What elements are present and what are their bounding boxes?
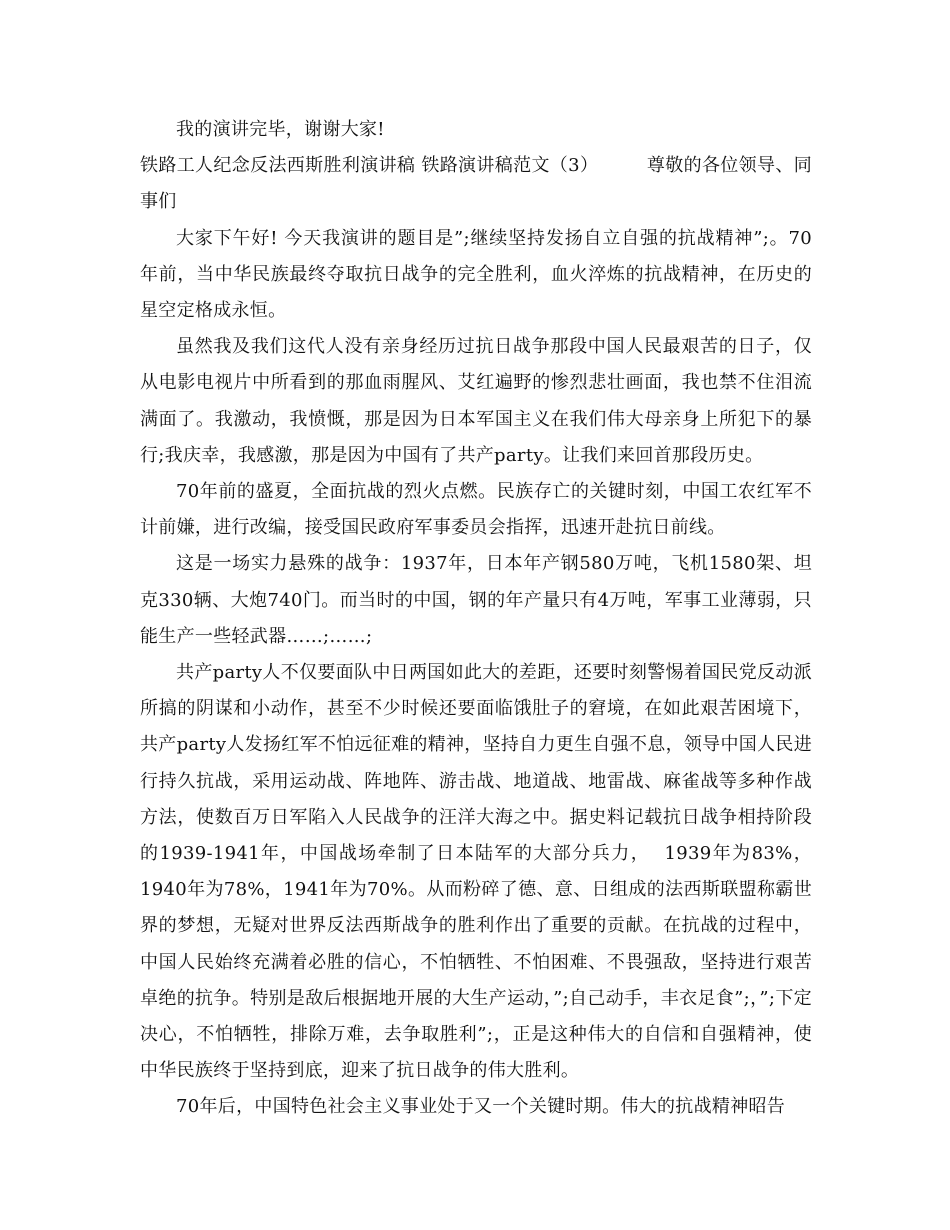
body-paragraph: 大家下午好! 今天我演讲的题目是”;继续坚持发扬自立自强的抗战精神”;。70年前，当中华民族最终夺取抗日战争的完全胜利，血火淬炼的抗战精神，在历史的星空定格成永恒。	[140, 227, 812, 322]
body-paragraph: 70年后，中国特色社会主义事业处于又一个关键时期。伟大的抗战精神昭告	[176, 1096, 786, 1118]
body-paragraph: 70年前的盛夏，全面抗战的烈火点燃。民族存亡的关键时刻，中国工农红军不计前嫌，进行改编，接受国民政府军事委员会指挥，迅速开赴抗日前线。	[140, 481, 812, 539]
body-paragraph: 共产party人不仅要面队中日两国如此大的差距，还要时刻警惕着国民党反动派所搞的阴谋和小动作，甚至不少时候还要面临饿肚子的窘境，在如此艰苦困境下，共产party人发扬红军不怕远征难的精神，坚持自力更生自强不息，领导中国人民进行持久抗战，采用运动战、阵地阵、游击战、地道战、地雷战、麻雀战等多种作战方法，使数百万日军陷入人民战争的汪洋大海之中。据史料记载抗日战争相持阶段的1939-1941年，中国战场牵制了日本陆军的大部分兵力， 1939年为83%，1940年为78%，1941年为70%。从而粉碎了德、意、日组成的法西斯联盟称霸世界的梦想，无疑对世界反法西斯战争的胜利作出了重要的贡献。在抗战的过程中，中国人民始终充满着必胜的信心，不怕牺牲、不怕困难、不畏强敌，坚持进行艰苦卓绝的抗争。特别是敌后根据地开展的大生产运动，”;自己动手，丰衣足食”;，”;下定决心，不怕牺牲，排除万难，去争取胜利”;，正是这种伟大的自信和自强精神，使中华民族终于坚持到底，迎来了抗日战争的伟大胜利。	[140, 662, 812, 1082]
closing-paragraph: 我的演讲完毕，谢谢大家!	[176, 119, 385, 140]
body-paragraph: 虽然我及我们这代人没有亲身经历过抗日战争那段中国人民最艰苦的日子，仅从电影电视片中所看到的那血雨腥风、艾红遍野的惨烈悲壮画面，我也禁不住泪流满面了。我激动，我愤慨，那是因为日本军国主义在我们伟大母亲身上所犯下的暴行;我庆幸，我感激，那是因为中国有了共产party。让我们来回首那段历史。	[140, 336, 812, 466]
section-title-paragraph: 铁路工人纪念反法西斯胜利演讲稿 铁路演讲稿范文（3） 尊敬的各位领导、同事们	[140, 155, 812, 213]
document-body	[140, 112, 812, 1126]
body-paragraph: 这是一场实力悬殊的战争：1937年，日本年产钢580万吨，飞机1580架、坦克330辆、大炮740门。而当时的中国，钢的年产量只有4万吨，军事工业薄弱，只能生产一些轻武器……;……;	[140, 553, 812, 647]
